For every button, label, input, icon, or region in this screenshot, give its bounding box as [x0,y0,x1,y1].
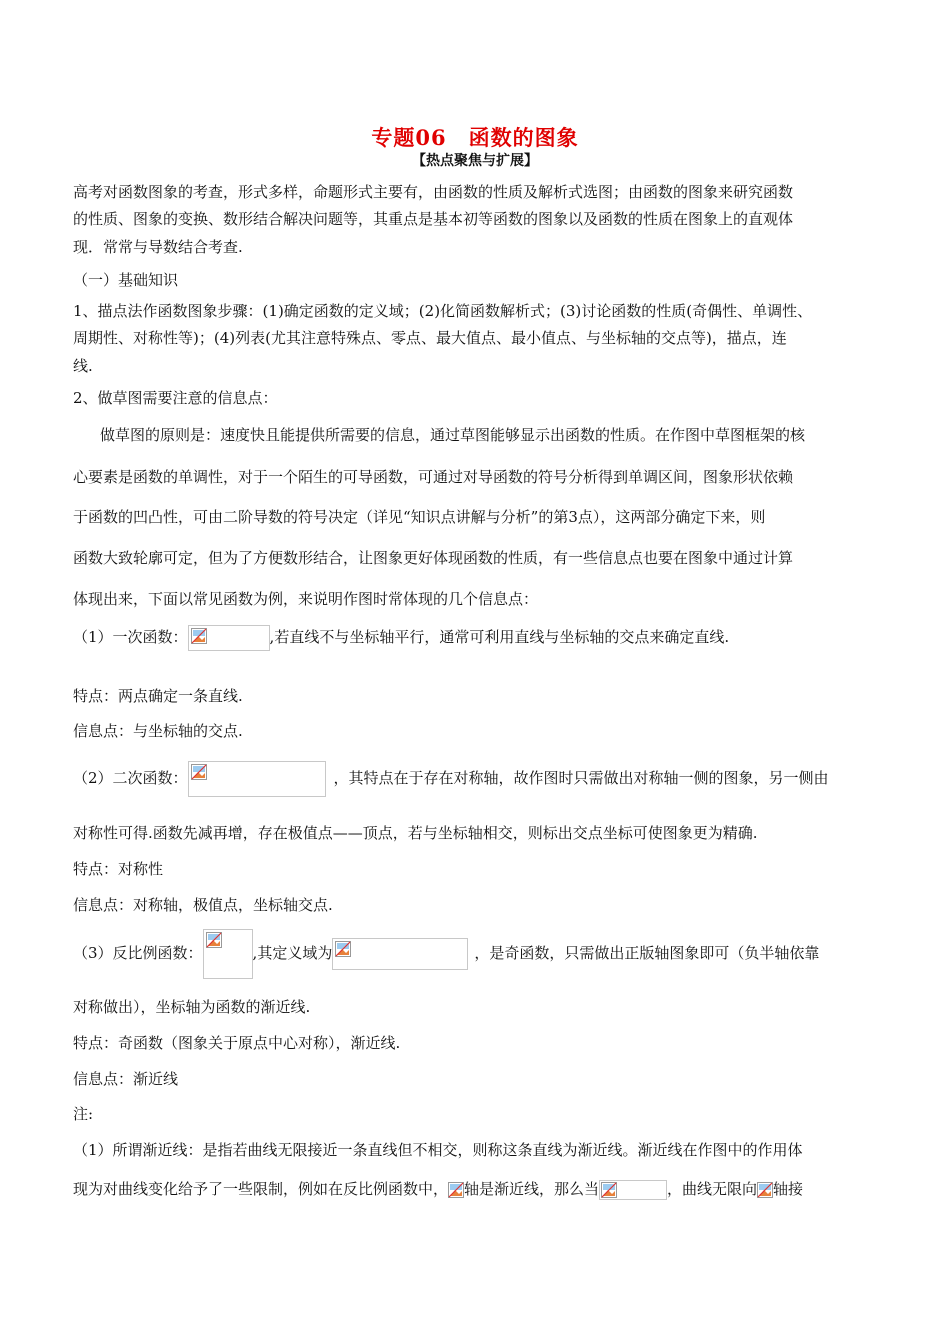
inverse-info: 信息点：渐近线 [73,1070,179,1088]
inverse-prefix: （3）反比例函数： [73,944,203,962]
broken-image-icon [191,764,207,780]
linear-function-line [73,624,729,651]
inverse-cont: 对称做出），坐标轴为函数的渐近线. [73,998,311,1016]
linear-feature: 特点：两点确定一条直线. [73,687,243,705]
quadratic-cont: 对称性可得.函数先减再增，存在极值点——顶点，若与坐标轴相交，则标出交点坐标可使图象更为精确. [73,824,758,842]
quadratic-formula-image [188,761,326,797]
note1-text-b: 轴是渐近线，那么当 [464,1180,600,1198]
intro-line-1: 高考对函数图象的考查，形式多样，命题形式主要有，由函数的性质及解析式选图；由函数的图象来研究函数 [73,183,794,201]
principle-line-2: 心要素是函数的单调性，对于一个陌生的可导函数，可通过对导函数的符号分析得到单调区间，图象形状依赖 [73,468,794,486]
note1-line-1: （1）所谓渐近线：是指若曲线无限接近一条直线但不相交，则称这条直线为渐近线。渐近线在作图中的作用体 [73,1141,803,1159]
inverse-suffix: ，是奇函数，只需做出正版轴图象即可（负半轴依靠 [474,944,820,962]
quadratic-suffix: ，其特点在于存在对称轴，故作图时只需做出对称轴一侧的图象，另一侧由 [333,769,829,787]
domain-formula-image [332,938,468,970]
document-title: 专题06 函数的图象 [371,125,579,150]
note1-text-a: 现为对曲线变化给予了一些限制，例如在反比例函数中， [73,1180,449,1198]
linear-formula-image [188,625,270,651]
principle-line-5: 体现出来，下面以常见函数为例，来说明作图时常体现的几个信息点： [73,590,539,608]
note-label: 注: [73,1105,94,1123]
quadratic-info: 信息点：对称轴，极值点，坐标轴交点. [73,896,333,914]
principle-line-4: 函数大致轮廓可定，但为了方便数形结合，让图象更好体现函数的性质，有一些信息点也要在图象中通过计算 [73,549,794,567]
inverse-function-line [73,928,819,979]
item1-line-3: 线. [73,357,93,375]
quadratic-feature: 特点：对称性 [73,860,164,878]
principle-line-1: 做草图的原则是：速度快且能提供所需要的信息，通过草图能够显示出函数的性质。在作图中草图框架的核 [100,426,806,444]
broken-image-icon [191,628,207,644]
intro-line-3: 现．常常与导数结合考查. [73,238,243,256]
note1-text-d: 轴接 [773,1180,804,1198]
intro-line-2: 的性质、图象的变换、数形结合解决问题等，其重点是基本初等函数的图象以及函数的性质在图象上的直观体 [73,210,794,228]
inverse-mid: ,其定义域为 [252,944,333,962]
item1-line-2: 周期性、对称性等)；(4)列表(尤其注意特殊点、零点、最大值点、最小值点、与坐标轴的交点等)，描点，连 [73,329,787,347]
broken-image-icon [757,1182,773,1198]
inverse-formula-image [203,929,253,979]
broken-image-icon [335,941,351,957]
limit-formula-image [599,1180,667,1200]
linear-info: 信息点：与坐标轴的交点. [73,722,243,740]
quadratic-function-line [73,760,829,797]
basics-heading: （一）基础知识 [73,271,179,289]
note1-line-2 [73,1178,803,1200]
item2-heading: 2、做草图需要注意的信息点： [73,389,278,407]
document-subtitle: 【热点聚焦与扩展】 [412,153,538,169]
broken-image-icon [448,1182,464,1198]
inverse-feature: 特点：奇函数（图象关于原点中心对称），渐近线. [73,1034,401,1052]
item1-line-1: 1、描点法作函数图象步骤：(1)确定函数的定义域；(2)化简函数解析式；(3)讨论函数的性质(奇偶性、单调性、 [73,302,813,320]
principle-line-3: 于函数的凹凸性，可由二阶导数的符号决定（详见“知识点讲解与分析”的第3点），这两部分确定下来，则 [73,508,766,526]
note1-text-c: ，曲线无限向 [667,1180,758,1198]
broken-image-icon [601,1182,617,1198]
linear-suffix: ,若直线不与坐标轴平行，通常可利用直线与坐标轴的交点来确定直线. [269,628,730,646]
quadratic-prefix: （2）二次函数： [73,769,188,787]
broken-image-icon [206,932,222,948]
linear-prefix: （1）一次函数： [73,628,188,646]
